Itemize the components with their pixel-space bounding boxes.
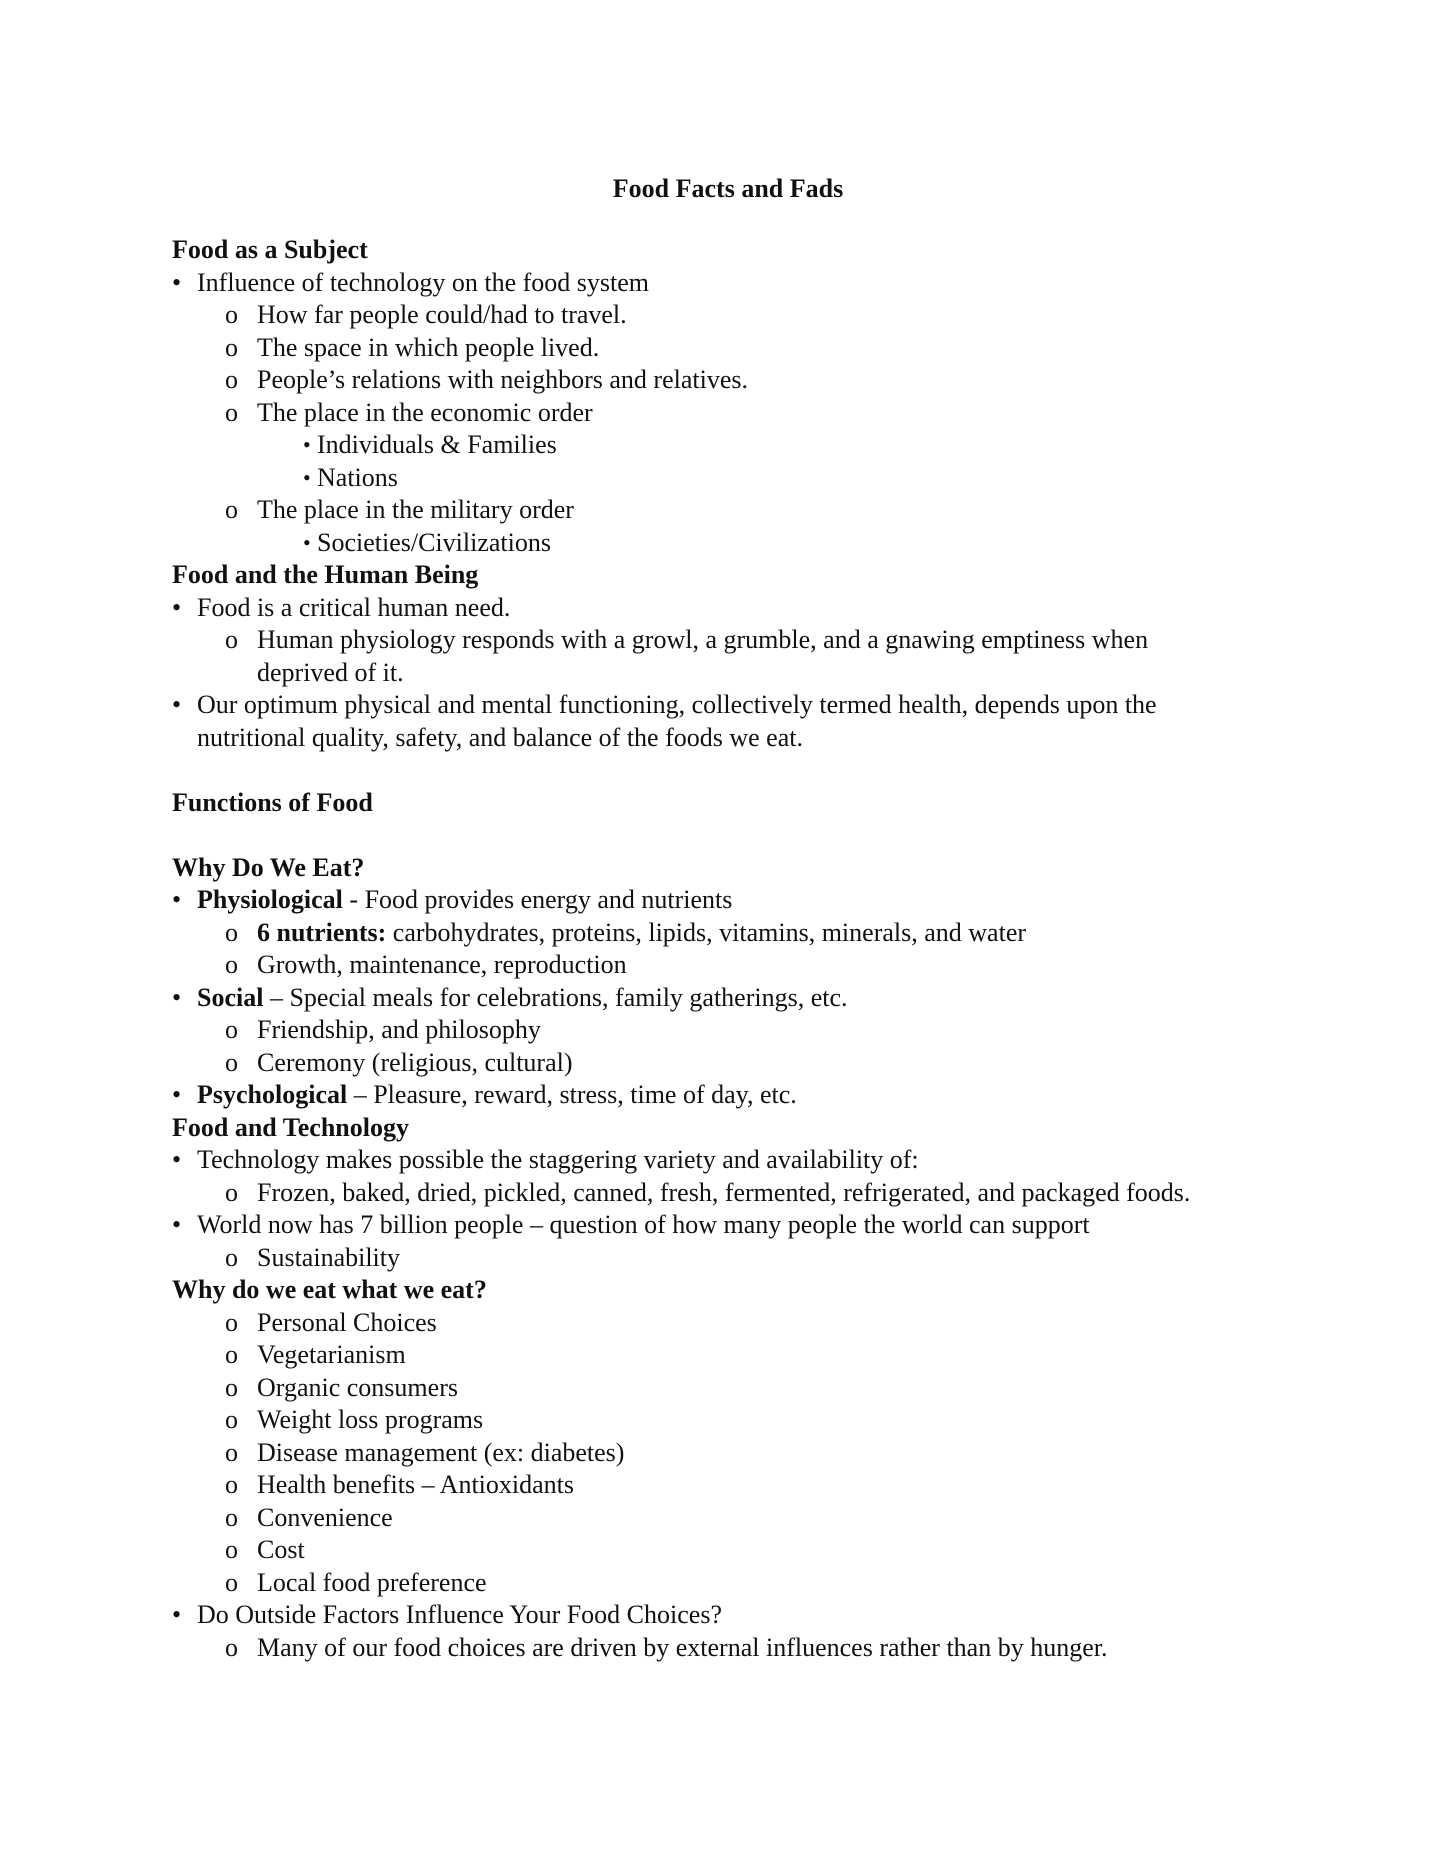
sub-bullet-item: [172, 1502, 1312, 1535]
sub-bullet-text: Organic consumers: [257, 1372, 458, 1402]
sub-bullet-text: Convenience: [257, 1502, 393, 1532]
sub-bullet-text: Personal Choices: [257, 1307, 437, 1337]
sub-bullet-text: The place in the economic order: [257, 397, 593, 427]
sub-bullet-marker: o: [225, 300, 238, 329]
bullet-text: Do Outside Factors Influence Your Food Choices?: [197, 1600, 722, 1629]
bullet-item: [172, 1079, 1312, 1112]
bullet-text: – Pleasure, reward, stress, time of day, etc.: [347, 1080, 797, 1109]
bullet-item: [172, 884, 1312, 917]
sub-bullet-marker: o: [225, 625, 238, 654]
sub-bullet-text: Disease management (ex: diabetes): [257, 1437, 625, 1467]
sub-bullet-text: Many of our food choices are driven by external influences rather than by hunger.: [257, 1632, 1108, 1662]
sub-bullet-text: Sustainability: [257, 1242, 400, 1272]
tertiary-bullet-text: Societies/Civilizations: [317, 527, 551, 557]
sub-bullet-marker: o: [225, 1015, 238, 1044]
tertiary-bullet-text: Nations: [317, 462, 398, 492]
sub-bullet-item: [172, 1307, 1312, 1340]
sub-bullet-text: Vegetarianism: [257, 1340, 406, 1369]
sub-bullet-item: [172, 917, 1312, 950]
sub-bullet-item: [172, 1534, 1312, 1567]
sub-bullet-marker: o: [225, 332, 238, 362]
bullet-marker: •: [172, 1210, 182, 1239]
bullet-bold-term: Physiological: [197, 885, 343, 914]
tertiary-bullet-item: [172, 527, 1312, 560]
sub-bullet-item: [172, 1469, 1312, 1502]
sub-bullet-marker: o: [225, 1340, 238, 1369]
sub-bullet-marker: o: [225, 1047, 238, 1077]
tertiary-bullet-marker: •: [303, 464, 311, 490]
bullet-item: [172, 1209, 1312, 1242]
bullet-bold-term: Social: [197, 982, 264, 1012]
paragraph-gap: [172, 819, 1312, 852]
section-heading-human-being: Food and the Human Being: [172, 560, 479, 589]
bullet-item: [172, 267, 1312, 300]
sub-bullet-text: Growth, maintenance, reproduction: [257, 950, 627, 979]
sub-bullet-item: [172, 299, 1312, 332]
bullet-marker: •: [172, 690, 182, 719]
bullet-continuation: nutritional quality, safety, and balance of the foods we eat.: [197, 722, 803, 752]
bullet-marker: •: [172, 267, 182, 297]
sub-bullet-item: [172, 1339, 1312, 1372]
sub-bullet-item: [172, 949, 1312, 982]
section-heading-why-what: Why do we eat what we eat?: [172, 1275, 487, 1304]
sub-bullet-item: [172, 1177, 1312, 1210]
sub-bullet-item: [172, 1047, 1312, 1080]
sub-bullet-item: [172, 1437, 1312, 1470]
bullet-item: [172, 1599, 1312, 1632]
bullet-text: Food is a critical human need.: [197, 592, 511, 622]
sub-bullet-marker: o: [225, 397, 238, 427]
sub-bullet-text: Human physiology responds with a growl, a grumble, and a gnawing emptiness when: [257, 625, 1149, 654]
sub-bullet-marker: o: [225, 1405, 238, 1434]
sub-bullet-item: [172, 1242, 1312, 1275]
sub-bullet-marker: o: [225, 917, 238, 947]
tertiary-bullet-item: [172, 462, 1312, 495]
section-heading-technology: Food and Technology: [172, 1112, 409, 1142]
sub-bullet-item: [172, 364, 1312, 397]
section-heading-functions: Functions of Food: [172, 787, 373, 817]
sub-bullet-marker: o: [225, 495, 238, 524]
sub-bullet-continuation: deprived of it.: [257, 657, 404, 687]
sub-bullet-marker: o: [225, 365, 238, 394]
sub-bullet-item: [172, 1567, 1312, 1600]
bullet-marker: •: [172, 1080, 182, 1109]
sub-bullet-text: People’s relations with neighbors and relatives.: [257, 365, 749, 394]
bullet-marker: •: [172, 1145, 182, 1174]
sub-bullet-marker: o: [225, 950, 238, 979]
bullet-text: - Food provides energy and nutrients: [342, 885, 733, 914]
tertiary-bullet-text: Individuals & Families: [317, 430, 557, 459]
sub-bullet-marker: o: [225, 1177, 238, 1207]
tertiary-bullet-item: [172, 429, 1312, 462]
bullet-marker: •: [172, 982, 182, 1012]
sub-bullet-text: Weight loss programs: [257, 1405, 484, 1434]
sub-bullet-text: The space in which people lived.: [257, 332, 600, 362]
sub-bullet-text: Frozen, baked, dried, pickled, canned, fresh, fermented, refrigerated, and packaged foods.: [257, 1177, 1191, 1207]
bullet-text: Influence of technology on the food system: [197, 267, 649, 297]
bullet-bold-term: Psychological: [197, 1080, 348, 1109]
tertiary-bullet-marker: •: [303, 529, 311, 555]
sub-bullet-item: [172, 1632, 1312, 1665]
bullet-marker: •: [172, 592, 182, 622]
sub-bullet-text: carbohydrates, proteins, lipids, vitamins, minerals, and water: [386, 917, 1027, 947]
sub-bullet-marker: o: [225, 1567, 238, 1597]
sub-bullet-text: Cost: [257, 1535, 305, 1564]
bullet-item: [172, 689, 1312, 722]
bullet-item: [172, 1144, 1312, 1177]
bullet-text: Our optimum physical and mental functioning, collectively termed health, depends upon the: [197, 690, 1157, 719]
sub-bullet-item: [172, 332, 1312, 365]
bullet-text: – Special meals for celebrations, family gatherings, etc.: [263, 982, 848, 1012]
sub-bullet-marker: o: [225, 1307, 238, 1337]
sub-bullet-text: Local food preference: [257, 1567, 487, 1597]
sub-bullet-item: [172, 1014, 1312, 1047]
sub-bullet-text: Health benefits – Antioxidants: [257, 1470, 575, 1499]
sub-bullet-item: [172, 494, 1312, 527]
sub-bullet-item: [172, 1372, 1312, 1405]
paragraph-gap: [172, 754, 1312, 787]
bullet-marker: •: [172, 885, 182, 914]
section-heading-food-as-subject: Food as a Subject: [172, 235, 368, 264]
tertiary-bullet-marker: •: [303, 432, 311, 457]
sub-bullet-marker: o: [225, 1632, 238, 1662]
sub-bullet-text: The place in the military order: [257, 495, 574, 524]
document-title: Food Facts and Fads: [612, 174, 844, 203]
sub-bullet-marker: o: [225, 1372, 238, 1402]
sub-bullet-marker: o: [225, 1535, 238, 1564]
sub-bullet-bold-term: 6 nutrients:: [257, 917, 387, 947]
section-heading-why-eat: Why Do We Eat?: [172, 852, 365, 882]
sub-bullet-text: Ceremony (religious, cultural): [257, 1047, 573, 1077]
sub-bullet-marker: o: [225, 1470, 238, 1499]
bullet-item: [172, 982, 1312, 1015]
bullet-item: [172, 592, 1312, 625]
document-body: [172, 234, 1312, 1664]
bullet-text: Technology makes possible the staggering variety and availability of:: [197, 1145, 919, 1174]
sub-bullet-item: [172, 397, 1312, 430]
sub-bullet-item: [172, 624, 1312, 657]
sub-bullet-marker: o: [225, 1242, 238, 1272]
bullet-text: World now has 7 billion people – question of how many people the world can support: [197, 1210, 1090, 1239]
bullet-marker: •: [172, 1600, 182, 1629]
sub-bullet-text: Friendship, and philosophy: [257, 1015, 541, 1044]
sub-bullet-item: [172, 1404, 1312, 1437]
sub-bullet-text: How far people could/had to travel.: [257, 300, 627, 329]
sub-bullet-marker: o: [225, 1502, 238, 1532]
sub-bullet-marker: o: [225, 1437, 238, 1467]
